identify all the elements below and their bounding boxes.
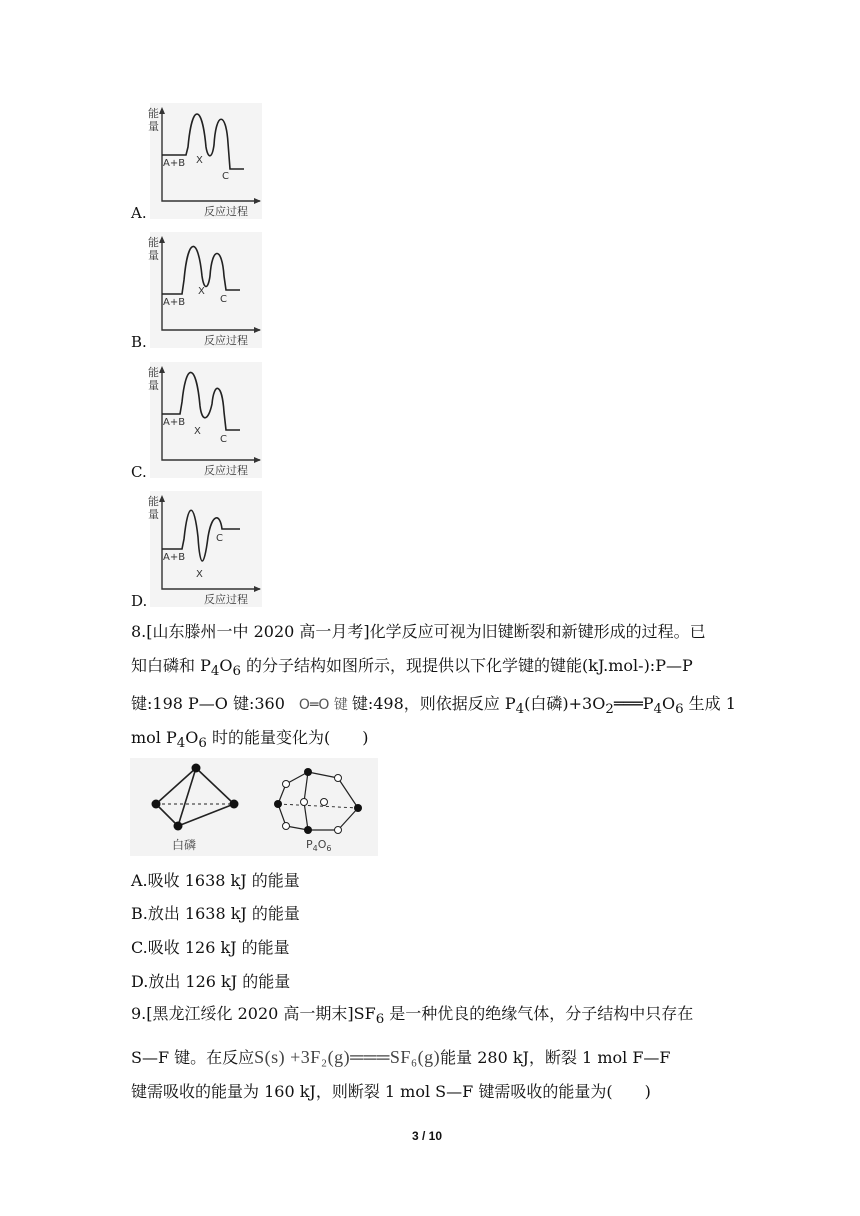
x-axis-arrow-icon (254, 457, 261, 463)
y-axis-label-1: 能 (148, 495, 159, 508)
white-phosphorus-label: 白磷 (172, 838, 197, 852)
y-axis-arrow-icon (159, 366, 165, 373)
intermediate-label: X (198, 286, 205, 297)
energy-diagram-d (150, 491, 262, 607)
y-axis-arrow-icon (159, 236, 165, 243)
double-bond-image: O═O 键 (298, 697, 348, 713)
end-label: C (216, 533, 223, 544)
x-axis-label: 反应过程 (204, 464, 248, 477)
end-label: C (220, 294, 227, 305)
y-axis-label-1: 能 (148, 107, 159, 120)
q8-option-d: D.放出 126 kJ 的能量 (131, 972, 291, 991)
q8-option-a: A.吸收 1638 kJ 的能量 (131, 871, 300, 890)
y-axis-label-2: 量 (148, 249, 159, 262)
y-axis-label-1: 能 (148, 366, 159, 379)
start-label: A+B (163, 552, 186, 563)
reaction-equation-image: S(s) +3F₂(g)═══SF₆(g) (254, 1047, 441, 1067)
energy-diagram-a (150, 103, 262, 219)
x-axis-label: 反应过程 (204, 205, 248, 218)
option-label-a: A. (131, 204, 147, 222)
intermediate-label: X (196, 155, 203, 166)
end-label: C (220, 434, 227, 445)
q8-option-b: B.放出 1638 kJ 的能量 (131, 904, 300, 923)
start-label: A+B (163, 417, 186, 428)
q8-line-4: mol $P_4O_6$ 时的能量变化为( ) (131, 728, 369, 752)
x-axis-label: 反应过程 (204, 334, 248, 347)
q9-line-3: 键需吸收的能量为 160 kJ，则断裂 1 mol S—F 键需吸收的能量为( ) (131, 1082, 651, 1101)
axes (162, 238, 260, 330)
y-axis-arrow-icon (159, 107, 165, 114)
option-label-b: B. (131, 333, 147, 351)
end-label: C (222, 171, 229, 182)
start-label: A+B (163, 297, 186, 308)
intermediate-label: X (194, 426, 201, 437)
y-axis-label-2: 量 (148, 120, 159, 133)
q8-line-1: 8.[山东滕州一中 2020 高一月考]化学反应可视为旧键断裂和新键形成的过程。已 (131, 622, 706, 641)
x-axis-arrow-icon (254, 327, 261, 333)
q8-line-2: 知白磷和 $P_4O_6$ 的分子结构如图所示，现提供以下化学键的键能(kJ.mol-):P—P (131, 656, 693, 680)
q9-line-2: S—F 键。在反应S(s) +3F₂(g)═══SF₆(g)能量 280 kJ，断裂 1 mol F—F (131, 1047, 671, 1067)
axes (162, 497, 260, 589)
p4o6-label: $P_4O_6$ (306, 838, 332, 854)
energy-diagram-c (150, 362, 262, 478)
q8-line-3: 键:198 P—O 键:360 O═O 键 键:498，则依据反应 $P_4$(白磷)$+3O_2═══P_4O_6$ 生成 1 (131, 694, 736, 718)
y-axis-label-2: 量 (148, 508, 159, 521)
y-axis-label-2: 量 (148, 379, 159, 392)
start-label: A+B (163, 158, 186, 169)
x-axis-label: 反应过程 (204, 593, 248, 606)
page-number: 3 / 10 (412, 1129, 443, 1143)
intermediate-label: X (196, 569, 203, 580)
q8-option-c: C.吸收 126 kJ 的能量 (131, 938, 290, 957)
molecule-structure-figure (130, 758, 378, 856)
reaction-equals-sign: ═══ (613, 694, 643, 713)
q9-line-1: 9.[黑龙江绥化 2020 高一期末]$SF_6$ 是一种优良的绝缘气体，分子结构中只存在 (131, 1004, 694, 1028)
option-label-c: C. (131, 463, 147, 481)
x-axis-arrow-icon (254, 198, 261, 204)
energy-diagram-b (150, 232, 262, 348)
y-axis-arrow-icon (159, 495, 165, 502)
x-axis-arrow-icon (254, 586, 261, 592)
y-axis-label-1: 能 (148, 236, 159, 249)
option-label-d: D. (131, 592, 148, 610)
